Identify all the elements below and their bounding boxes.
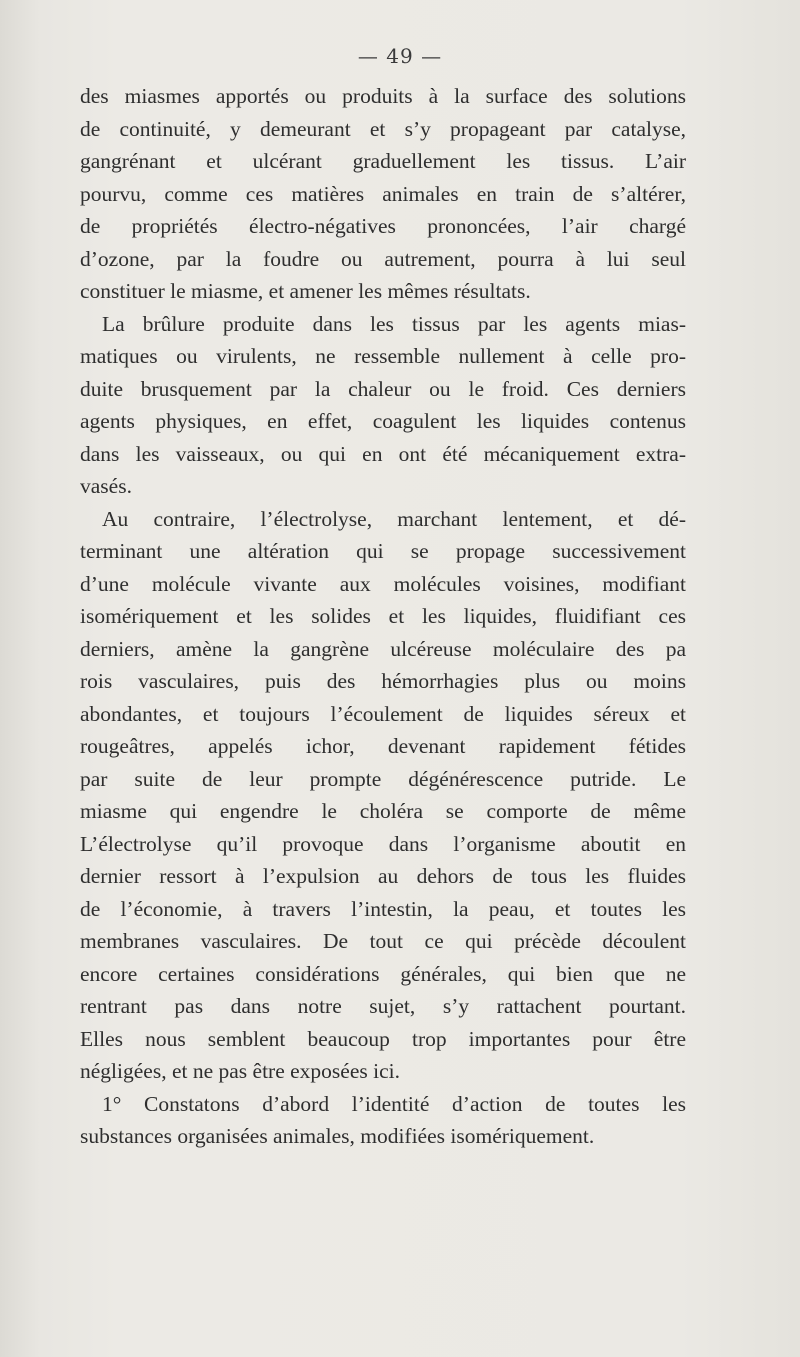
text-line: L’électrolyse qu’il provoque dans l’organisme aboutit en [80, 831, 686, 856]
text-line: rois vasculaires, puis des hémorrhagies plus ou moins [80, 669, 686, 693]
text-line: 1° Constatons d’abord l’identité d’action de toutes les [102, 1091, 686, 1116]
text-line: pourvu, comme ces matières animales en train de s’altérer, [80, 181, 686, 206]
text-line: rougeâtres, appelés ichor, devenant rapidement fétides [80, 734, 686, 758]
text-line: de propriétés électro-négatives prononcées, l’air chargé [80, 214, 686, 238]
text-line: vasés. [80, 474, 132, 498]
text-line: substances organisées animales, modifiées isomériquement. [80, 1124, 595, 1148]
text-line: constituer le miasme, et amener les mêmes résultats. [80, 279, 531, 303]
text-line: Au contraire, l’électrolyse, marchant lentement, et dé- [102, 506, 686, 531]
text-line: par suite de leur prompte dégénérescence putride. Le [80, 766, 686, 791]
text-line: duite brusquement par la chaleur ou le froid. Ces derniers [80, 376, 686, 401]
text-line: d’une molécule vivante aux molécules voisines, modifiant [80, 571, 686, 596]
text-line: Elles nous semblent beaucoup trop importantes pour être [80, 1026, 686, 1051]
text-line: négligées, et ne pas être exposées ici. [80, 1059, 400, 1083]
page-number: — 49 — [357, 44, 443, 68]
text-line: de l’économie, à travers l’intestin, la peau, et toutes les [80, 896, 686, 921]
text-line: derniers, amène la gangrène ulcéreuse moléculaire des pa [80, 636, 686, 661]
text-line: de continuité, y demeurant et s’y propageant par catalyse, [80, 116, 686, 141]
text-line: dernier ressort à l’expulsion au dehors de tous les fluides [80, 864, 686, 888]
body-text [80, 80, 686, 1153]
text-line: membranes vasculaires. De tout ce qui précède découlent [80, 929, 686, 953]
text-line: agents physiques, en effet, coagulent les liquides contenus [80, 409, 686, 433]
text-line: gangrénant et ulcérant graduellement les tissus. L’air [80, 149, 686, 173]
text-line: La brûlure produite dans les tissus par les agents mias- [102, 311, 686, 336]
text-line: des miasmes apportés ou produits à la surface des solutions [80, 84, 686, 108]
text-line: terminant une altération qui se propage successivement [80, 539, 686, 563]
text-line: abondantes, et toujours l’écoulement de liquides séreux et [80, 701, 686, 726]
text-line: dans les vaisseaux, ou qui en ont été mécaniquement extra- [80, 441, 686, 466]
text-line: d’ozone, par la foudre ou autrement, pourra à lui seul [80, 246, 686, 271]
text-line: miasme qui engendre le choléra se comporte de même [80, 799, 686, 823]
text-line: encore certaines considérations générales, qui bien que ne [80, 961, 686, 986]
text-line: matiques ou virulents, ne ressemble nullement à celle pro- [80, 344, 686, 368]
text-line: rentrant pas dans notre sujet, s’y rattachent pourtant. [80, 994, 686, 1018]
text-line: isomériquement et les solides et les liquides, fluidifiant ces [80, 604, 686, 628]
